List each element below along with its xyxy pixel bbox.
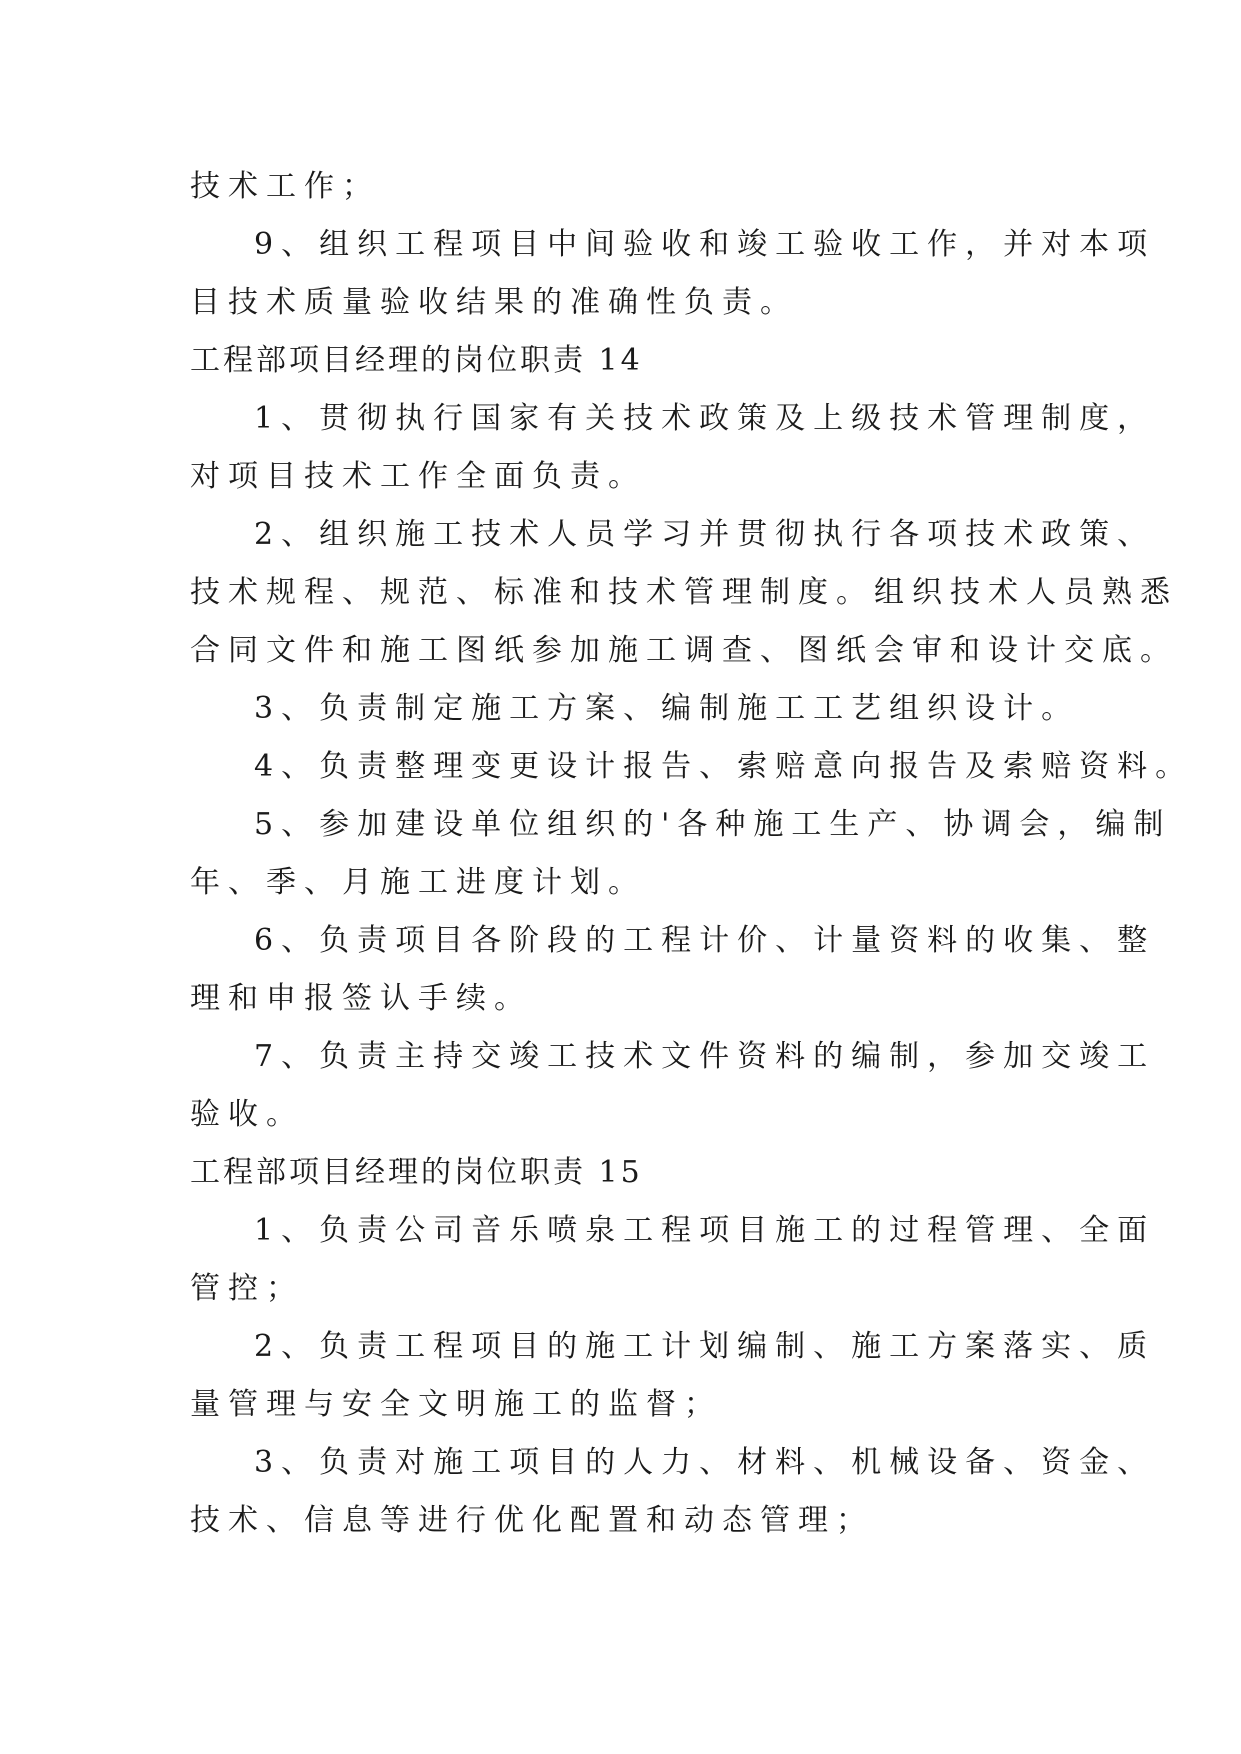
document-body	[190, 158, 1194, 1550]
list-item-1-line-2: 管控；	[190, 1271, 304, 1306]
list-item-5-line-1: 5、参加建设单位组织的'各种施工生产、协调会，编制	[254, 807, 1172, 842]
list-item-2-line-1: 2、负责工程项目的施工计划编制、施工方案落实、质	[254, 1329, 1156, 1364]
list-item-1-line-2: 对项目技术工作全面负责。	[190, 459, 646, 494]
list-item-2-line-3: 合同文件和施工图纸参加施工调查、图纸会审和设计交底。	[190, 633, 1178, 668]
list-item-9-line-1: 9、组织工程项目中间验收和竣工验收工作，并对本项	[254, 227, 1156, 262]
list-item-1-line-1: 1、贯彻执行国家有关技术政策及上级技术管理制度，	[254, 401, 1156, 436]
list-item-1-line-1: 1、负责公司音乐喷泉工程项目施工的过程管理、全面	[254, 1213, 1156, 1248]
section-heading-14: 工程部项目经理的岗位职责 14	[190, 343, 643, 378]
list-item-3: 3、负责制定施工方案、编制施工工艺组织设计。	[254, 691, 1080, 726]
list-item-6-line-2: 理和申报签认手续。	[190, 981, 532, 1016]
list-item-3-line-1: 3、负责对施工项目的人力、材料、机械设备、资金、	[254, 1445, 1156, 1480]
list-item-9-line-2: 目技术质量验收结果的准确性负责。	[190, 285, 798, 320]
list-item-5-line-2: 年、季、月施工进度计划。	[190, 865, 646, 900]
list-item-6-line-1: 6、负责项目各阶段的工程计价、计量资料的收集、整	[254, 923, 1156, 958]
list-item-2-line-2: 技术规程、规范、标准和技术管理制度。组织技术人员熟悉	[190, 575, 1178, 610]
list-item-2-line-2: 量管理与安全文明施工的监督；	[190, 1387, 722, 1422]
paragraph-line: 技术工作；	[190, 169, 380, 204]
list-item-3-line-2: 技术、信息等进行优化配置和动态管理；	[190, 1503, 874, 1538]
list-item-4: 4、负责整理变更设计报告、索赔意向报告及索赔资料。	[254, 749, 1194, 784]
section-heading-15: 工程部项目经理的岗位职责 15	[190, 1155, 643, 1190]
list-item-7-line-1: 7、负责主持交竣工技术文件资料的编制，参加交竣工	[254, 1039, 1156, 1074]
list-item-7-line-2: 验收。	[190, 1097, 304, 1132]
list-item-2-line-1: 2、组织施工技术人员学习并贯彻执行各项技术政策、	[254, 517, 1156, 552]
